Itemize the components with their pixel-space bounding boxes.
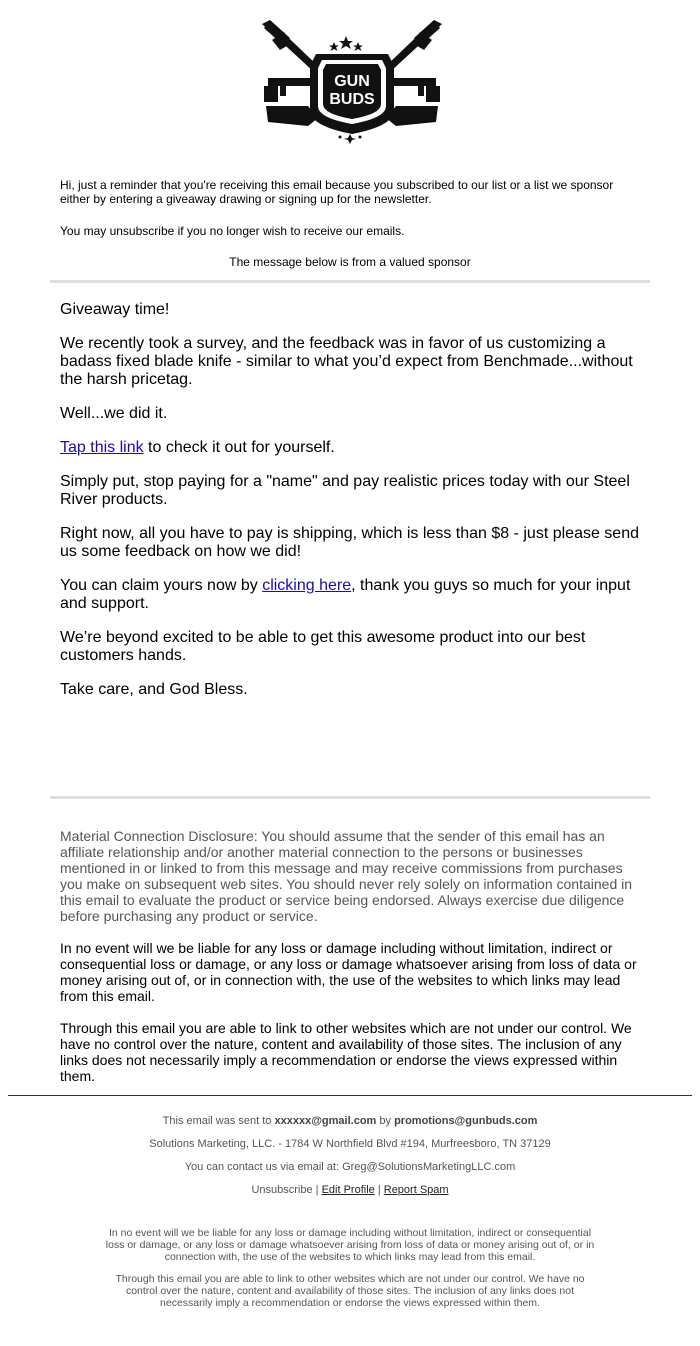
message-paragraph-6: [60, 577, 645, 613]
unsubscribe-note: You may unsubscribe if you no longer wish to receive our emails.: [60, 224, 405, 238]
message-paragraph-7: We’re beyond excited to be able to get this awesome product into our best customers hands.: [60, 629, 586, 664]
footer-separator-1: |: [312, 1184, 322, 1196]
footer-separator-2: |: [374, 1184, 384, 1196]
external-links-disclaimer: Through this email you are able to link to other websites which are not under our control. We have no control over the nature, content and availability of those sites. The inclusion of any links does not necessarily imply a recommendation or endorse the views expressed within them.: [60, 1020, 632, 1084]
clicking-here-link[interactable]: clicking here: [262, 577, 352, 594]
liability-disclaimer: In no event will we be liable for any loss or damage including without limitation, indirect or consequential loss or damage, or any loss or damage whatsoever arising from loss of data or money arising out of, or in connection with, the use of the websites to which links may lead from this email.: [60, 940, 637, 1004]
sent-to-prefix: This email was sent to: [162, 1115, 275, 1127]
footer-separator: [8, 1095, 692, 1096]
reminder-text: [60, 178, 640, 206]
gun-buds-logo: [258, 18, 446, 152]
sender-email: promotions@gunbuds.com: [394, 1115, 538, 1127]
reminder-paragraph: Hi, just a reminder that you're receiving this email because you subscribed to our list or a list we sponsor either by entering a giveaway drawing or signing up for the newsletter.: [60, 178, 614, 206]
sponsor-note: The message below is from a valued sponsor: [229, 255, 471, 269]
edit-profile-link[interactable]: Edit Profile: [321, 1184, 375, 1196]
tap-this-link[interactable]: Tap this link: [60, 439, 144, 456]
message-paragraph-3: [60, 439, 645, 457]
message-paragraph-5: Right now, all you have to pay is shipping, which is less than $8 - just please send us some feedback on how we did!: [60, 525, 639, 560]
footer-legal-links: Through this email you are able to link to other websites which are not under our control. We have no control over the nature, content and availability of those sites. The inclusion of any links does not necessarily imply a recommendation or endorse the views expressed within them.: [115, 1273, 585, 1309]
gun-buds-logo-graphic: [258, 18, 446, 152]
sent-to-line: [100, 1114, 600, 1128]
divider-bottom: [50, 796, 650, 799]
sent-by-prefix: by: [376, 1115, 395, 1127]
message-paragraph-4: Simply put, stop paying for a "name" and pay realistic prices today with our Steel River products.: [60, 473, 630, 508]
message-paragraph-2: Well...we did it.: [60, 405, 168, 422]
unsubscribe-text[interactable]: Unsubscribe: [251, 1184, 313, 1196]
material-disclosure: Material Connection Disclosure: You should assume that the sender of this email has an affiliate relationship and/or another material connection to the persons or businesses mentioned in or linked to from this message and may receive commissions from purchases you make on subsequent web sites. You should never rely solely on information contained in this email to evaluate the product or service being endorsed. Always exercise due diligence before purchasing any product or service.: [60, 828, 633, 924]
message-paragraph-6-before: You can claim yours now by: [60, 577, 263, 594]
message-signoff: Take care, and God Bless.: [60, 681, 248, 698]
logo-text-buds: BUDS: [329, 91, 375, 108]
message-greeting: Giveaway time!: [60, 301, 170, 318]
logo-text-gun: GUN: [334, 73, 370, 90]
footer-links: [100, 1183, 600, 1197]
email-footer: [100, 1114, 600, 1319]
recipient-email: xxxxxx@gmail.com: [274, 1115, 377, 1127]
message-paragraph-6-after: , thank you guys so much for your input and support.: [60, 577, 631, 612]
footer-legal: [100, 1227, 600, 1309]
message-paragraph-3-rest: to check it out for yourself.: [143, 439, 335, 456]
message-paragraph-1: We recently took a survey, and the feedback was in favor of us customizing a badass fixed blade knife - similar to what you’d expect from Benchmade...without the harsh pricetag.: [60, 335, 633, 388]
message-body: [60, 301, 645, 715]
footer-legal-liability: In no event will we be liable for any loss or damage including without limitation, indirect or consequential loss or damage, or any loss or damage whatsoever arising from loss of data or money arising out of, or in connection with, the use of the websites to which links may lead from this email.: [105, 1227, 595, 1263]
divider-top: [50, 280, 650, 283]
company-address: Solutions Marketing, LLC. - 1784 W Northfield Blvd #194, Murfreesboro, TN 37129: [149, 1138, 551, 1150]
report-spam-link[interactable]: Report Spam: [383, 1184, 449, 1196]
contact-line: You can contact us via email at: Greg@SolutionsMarketingLLC.com: [184, 1161, 516, 1173]
disclaimer-section: [60, 828, 645, 1100]
